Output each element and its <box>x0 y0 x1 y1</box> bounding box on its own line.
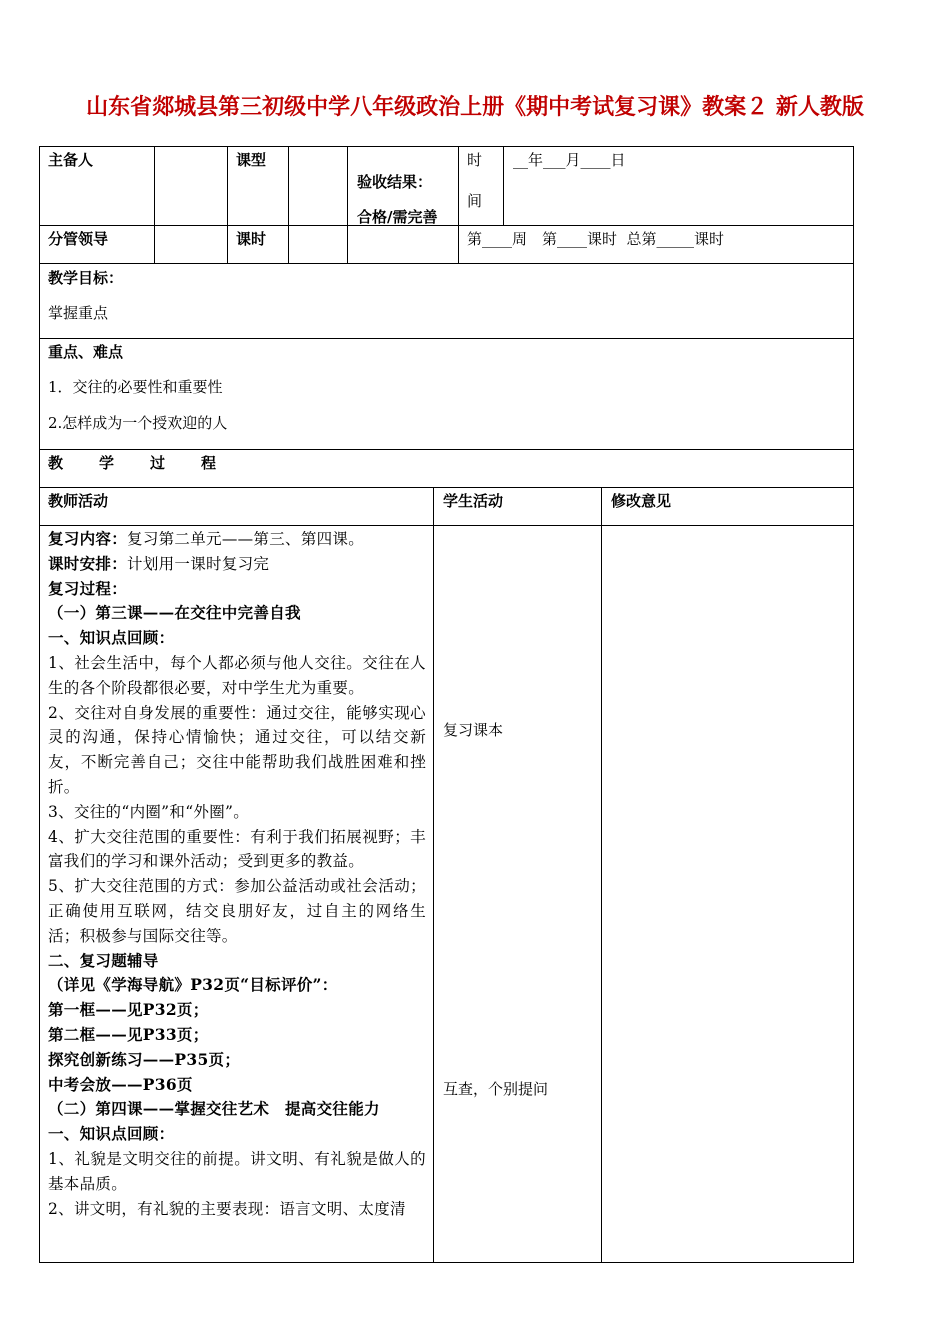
time-arrangement-label: 课时安排： <box>48 553 128 573</box>
lesson-type-label: 课型 <box>236 151 267 169</box>
knowledge-point-3: 3、交往的“内圈”和“外圈”。 <box>48 802 250 821</box>
week-period-field: 第____周 第____课时 总第_____课时 <box>467 230 725 248</box>
time-arrangement-text: 计划用一课时复习完 <box>127 554 270 573</box>
process-label: 复习过程： <box>48 578 128 598</box>
revision-column-header: 修改意见 <box>611 492 672 510</box>
goals-heading: 教学目标： <box>48 269 124 287</box>
knowledge-point-4: 4、扩大交往范围的重要性：有利于我们拓展视野；丰富我们的学习和课外活动；受到更多的教益。 <box>48 827 426 871</box>
guide-title: 二、复习题辅导 <box>48 950 159 970</box>
lesson3-title: （一）第三课——在交往中完善自我 <box>48 603 301 623</box>
time-label-top: 时 <box>467 151 483 169</box>
lesson4-title: （二）第四课——掌握交往艺术 提高交往能力 <box>48 1099 380 1119</box>
knowledge-point-5: 5、扩大交往范围的方式：参加公益活动或社会活动；正确使用互联网，结交良朋好友，过自主的网络生活；积极参与国际交往等。 <box>48 877 426 945</box>
time-label-bottom: 间 <box>467 192 483 210</box>
review-label: 复习内容： <box>48 529 128 548</box>
keypoint-item-1: 1．交往的必要性和重要性 <box>48 378 223 396</box>
recall-title-2: 一、知识点回顾： <box>48 1124 175 1144</box>
keypoints-heading: 重点、难点 <box>48 343 124 361</box>
recall-title-1: 一、知识点回顾： <box>48 628 175 648</box>
review-text: 复习第二单元——第三、第四课。 <box>127 530 365 548</box>
keypoint-item-2: 2.怎样成为一个授欢迎的人 <box>48 414 228 432</box>
date-field: __年___月____日 <box>513 151 626 169</box>
guide-line-3: 第二框——见P33页； <box>48 1024 209 1044</box>
knowledge-point-6: 1、礼貌是文明交往的前提。讲文明、有礼貌是做人的基本品质。 <box>48 1149 426 1193</box>
goals-body: 掌握重点 <box>48 304 109 322</box>
teacher-activity-content <box>48 527 426 1221</box>
check-options: 合格/需完善 <box>357 208 438 226</box>
document-title: 山东省郯城县第三初级中学八年级政治上册《期中考试复习课》教案２ 新人教版 <box>86 94 864 120</box>
student-activity-2: 互查，个别提问 <box>443 1080 549 1098</box>
process-heading: 教 学 过 程 <box>48 454 219 472</box>
check-result-label: 验收结果： <box>357 173 433 191</box>
leader-label: 分管领导 <box>48 230 109 248</box>
teacher-column-header: 教师活动 <box>48 492 109 510</box>
guide-line-4: 探究创新练习——P35页； <box>48 1049 241 1069</box>
knowledge-point-2: 2、交往对自身发展的重要性：通过交往，能够实现心灵的沟通，保持心情愉快；通过交往，可以结交新友，不断完善自己；交往中能帮助我们战胜困难和挫折。 <box>48 703 426 796</box>
guide-line-5: 中考会放——P36页 <box>48 1074 193 1094</box>
period-label: 课时 <box>236 230 267 248</box>
knowledge-point-1: 1、社会生活中，每个人都必须与他人交往。交往在人生的各个阶段都很必要，对中学生尤为重要。 <box>48 653 426 697</box>
student-column-header: 学生活动 <box>443 492 504 510</box>
student-activity-1: 复习课本 <box>443 721 504 739</box>
knowledge-point-7: 2、讲文明，有礼貌的主要表现：语言文明、太度清 <box>48 1199 406 1218</box>
guide-line-2: 第一框——见P32页； <box>48 1000 209 1020</box>
guide-line-1: （详见《学海导航》P32页“目标评价”： <box>48 975 338 995</box>
preparer-label: 主备人 <box>48 151 94 169</box>
